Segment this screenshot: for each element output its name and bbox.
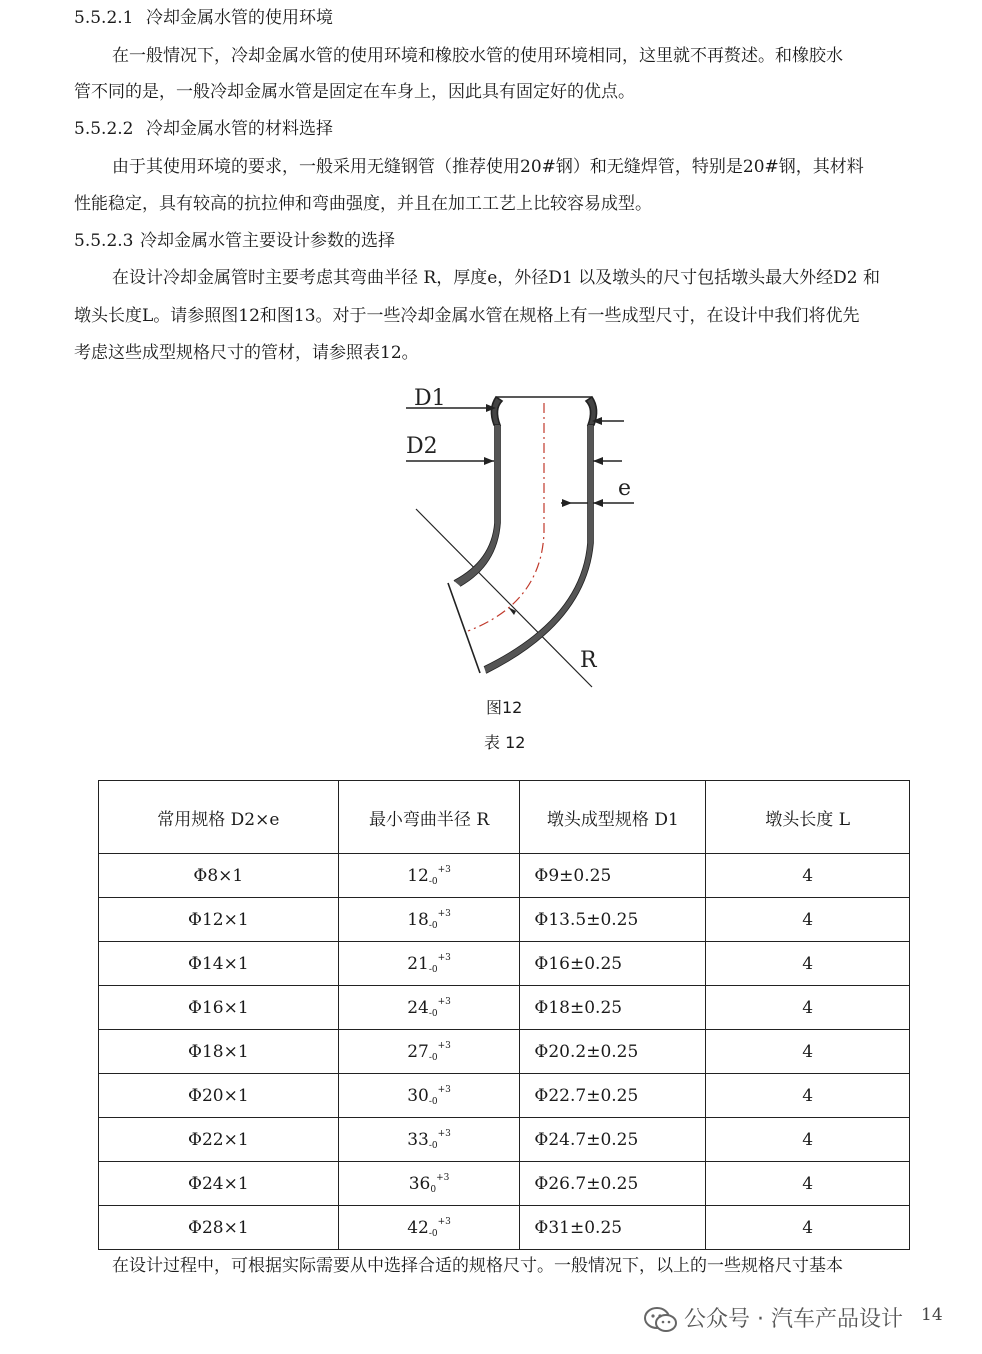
cell-spec: Φ20×1 <box>99 1074 339 1118</box>
cell-radius: $360^{+3}$ <box>338 1162 520 1206</box>
cell-spec: Φ24×1 <box>99 1162 339 1206</box>
section-heading-1 <box>74 6 333 30</box>
cell-radius: $12-0^{+3}$ <box>338 854 520 898</box>
section-title: 冷却金属水管的材料选择 <box>146 119 333 139</box>
cell-spec: Φ14×1 <box>99 942 339 986</box>
cell-radius: $42-0^{+3}$ <box>338 1206 520 1250</box>
cell-d1: Φ13.5±0.25 <box>520 898 706 942</box>
cell-spec: Φ28×1 <box>99 1206 339 1250</box>
cell-radius: $24-0^{+3}$ <box>338 986 520 1030</box>
cell-d1: Φ16±0.25 <box>520 942 706 986</box>
cell-length: 4 <box>706 986 910 1030</box>
table-row <box>99 1118 910 1162</box>
cell-length: 4 <box>706 1118 910 1162</box>
cell-d1: Φ20.2±0.25 <box>520 1030 706 1074</box>
cell-d1: Φ26.7±0.25 <box>520 1162 706 1206</box>
table-row <box>99 1162 910 1206</box>
e-arrow-left <box>562 499 572 507</box>
watermark-text: 公众号 · 汽车产品设计 <box>684 1307 903 1332</box>
paragraph-line: 由于其使用环境的要求，一般采用无缝钢管（推荐使用20#钢）和无缝焊管，特别是20#钢，其材料 <box>112 157 864 177</box>
cell-d1: Φ31±0.25 <box>520 1206 706 1250</box>
section-heading-2 <box>74 117 333 141</box>
table-row <box>99 854 910 898</box>
watermark <box>644 1302 903 1334</box>
label-d1: D1 <box>414 386 446 411</box>
bent-pipe-figure <box>396 383 656 693</box>
cell-length: 4 <box>706 1206 910 1250</box>
left-wall-fill <box>454 425 500 586</box>
section-number: 5.5.2.3 <box>74 231 134 251</box>
section-heading-3 <box>74 229 395 253</box>
spec-table <box>98 780 910 1250</box>
table-row <box>99 942 910 986</box>
label-r: R <box>580 648 597 673</box>
left-flare <box>491 397 502 425</box>
d2-arrow-left <box>484 457 494 465</box>
figure-caption: 图12 <box>486 698 523 717</box>
cell-length: 4 <box>706 898 910 942</box>
cell-spec: Φ16×1 <box>99 986 339 1030</box>
table-caption: 表 12 <box>484 733 526 752</box>
section-title: 冷却金属水管主要设计参数的选择 <box>140 231 395 251</box>
cell-spec: Φ12×1 <box>99 898 339 942</box>
table-row <box>99 1206 910 1250</box>
e-arrow-right <box>593 499 603 507</box>
section-number: 5.5.2.1 <box>74 8 134 28</box>
table-header-row <box>99 781 910 854</box>
table-row <box>99 1030 910 1074</box>
cell-length: 4 <box>706 1074 910 1118</box>
cell-radius: $27-0^{+3}$ <box>338 1030 520 1074</box>
paragraph-line: 性能稳定，具有较高的抗拉伸和弯曲强度，并且在加工工艺上比较容易成型。 <box>74 194 652 214</box>
table-row <box>99 898 910 942</box>
paragraph-line: 在设计冷却金属管时主要考虑其弯曲半径 R，厚度e，外径D1 以及墩头的尺寸包括墩头最大外经D2 和 <box>112 268 880 288</box>
wechat-icon <box>644 1306 678 1334</box>
header-length: 墩头长度 L <box>706 781 910 854</box>
section-title: 冷却金属水管的使用环境 <box>146 8 333 28</box>
pipe-centerline <box>468 403 544 631</box>
cell-length: 4 <box>706 854 910 898</box>
cell-spec: Φ22×1 <box>99 1118 339 1162</box>
cell-radius: $18-0^{+3}$ <box>338 898 520 942</box>
label-d2: D2 <box>406 434 438 459</box>
cell-d1: Φ18±0.25 <box>520 986 706 1030</box>
paragraph-line: 在设计过程中，可根据实际需要从中选择合适的规格尺寸。一般情况下，以上的一些规格尺寸基本 <box>112 1256 843 1276</box>
d2-arrow-right <box>593 457 603 465</box>
paragraph-line: 考虑这些成型规格尺寸的管材，请参照表12。 <box>74 343 419 363</box>
cell-d1: Φ9±0.25 <box>520 854 706 898</box>
cell-length: 4 <box>706 1030 910 1074</box>
table-row <box>99 986 910 1030</box>
header-spec: 常用规格 D2×e <box>99 781 339 854</box>
cell-d1: Φ24.7±0.25 <box>520 1118 706 1162</box>
cell-spec: Φ18×1 <box>99 1030 339 1074</box>
cell-radius: $21-0^{+3}$ <box>338 942 520 986</box>
label-e: e <box>618 476 632 501</box>
cell-length: 4 <box>706 942 910 986</box>
cell-d1: Φ22.7±0.25 <box>520 1074 706 1118</box>
header-min-radius: 最小弯曲半径 R <box>338 781 520 854</box>
paragraph-line: 在一般情况下，冷却金属水管的使用环境和橡胶水管的使用环境相同，这里就不再赘述。和橡胶水 <box>112 46 843 66</box>
cell-radius: $30-0^{+3}$ <box>338 1074 520 1118</box>
cell-radius: $33-0^{+3}$ <box>338 1118 520 1162</box>
paragraph-line: 墩头长度L。请参照图12和图13。对于一些冷却金属水管在规格上有一些成型尺寸，在设计中我们将优先 <box>74 306 860 326</box>
cell-length: 4 <box>706 1162 910 1206</box>
table-row <box>99 1074 910 1118</box>
cell-spec: Φ8×1 <box>99 854 339 898</box>
header-d1: 墩头成型规格 D1 <box>520 781 706 854</box>
page-number: 14 <box>921 1305 943 1325</box>
section-number: 5.5.2.2 <box>74 119 134 139</box>
paragraph-line: 管不同的是，一般冷却金属水管是固定在车身上，因此具有固定好的优点。 <box>74 82 635 102</box>
